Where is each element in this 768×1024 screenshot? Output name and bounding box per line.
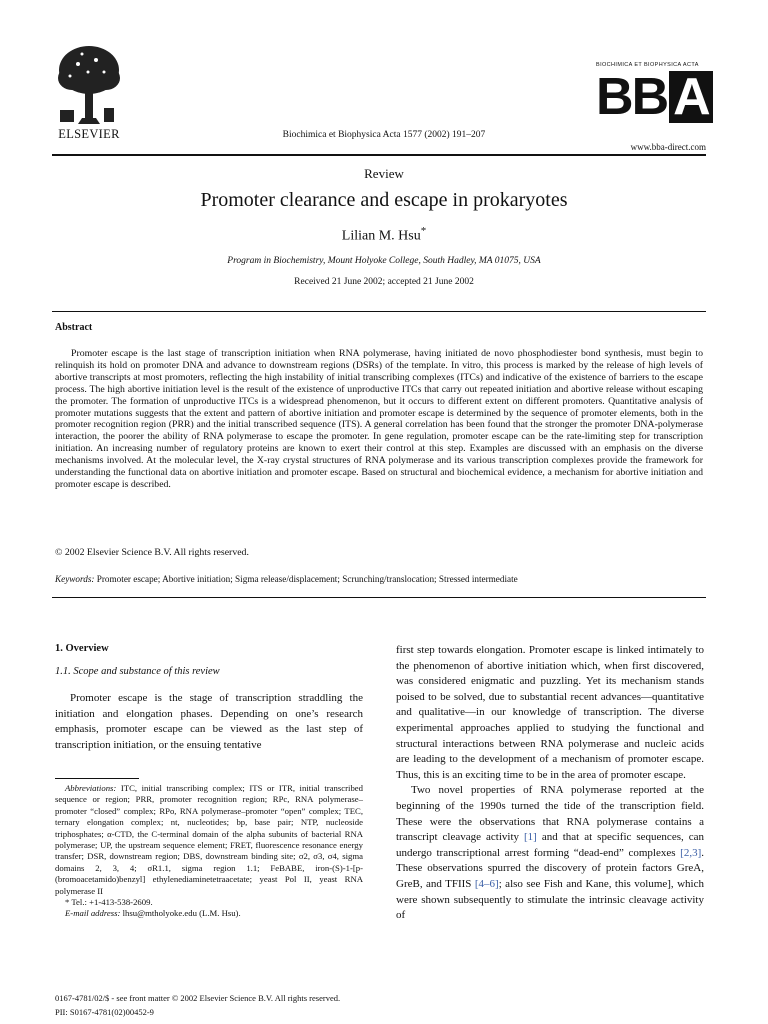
footer-pii: PII: S0167-4781(02)00452-9 [55,1007,154,1017]
body-paragraph-left: Promoter escape is the stage of transcription straddling the initiation and elongation phases. Depending on one’s research emphasis, promoter escape can be viewed as the last step of transcription initiation, or the ensuing tentative [55,692,363,751]
article-type: Review [364,166,404,181]
keywords-line [55,574,703,584]
right-column [396,643,704,924]
abbreviations-text: ITC, initial transcribing complex; ITS or ITR, initial transcribed sequence or region; PRR, promoter recognition region; RPc, RNA polymerase–promoter “closed” complex; RPo, RNA polymerase–promoter “open” complex; TEC, ternary elongation complex; nt, nucleotides; bp, base pair; NTP, nucleoside triphosphates; α-CTD, the C-terminal domain of the alpha subunits of bacterial RNA polymerase; UP, the upstream sequence element; FRET, fluorescence resonance energy transfer; DSR, downstream region; DBS, downstream binding site; σ2, σ3, σ4, sigma domains 2, 3, 4; σR1.1, sigma region 1.1; FeBABE, iron-(S)-1-[p-(bromoacetamido)benzyl] ethylenediaminetetraacetate; yeast Pol II, yeast RNA polymerase II [55,783,363,896]
journal-citation: Biochimica et Biophysica Acta 1577 (2002) 191–207 [282,130,486,140]
bba-letter-a: A [669,71,713,123]
bba-logo [596,68,709,126]
journal-url: www.bba-direct.com [630,142,706,152]
footnote-telephone: * Tel.: +1-413-538-2609. [65,897,153,908]
keywords-list: Promoter escape; Abortive initiation; Sigma release/displacement; Scrunching/translocation; Stressed intermediate [96,574,518,584]
bba-letter-b2: B [631,68,668,126]
footnotes [55,783,363,920]
abstract-heading: Abstract [55,322,93,333]
bba-letter-b1: B [596,68,632,126]
body-paragraph-right-1: first step towards elongation. Promoter escape is linked intimately to the phenomenon of abortive initiation which, when first discovered, was considered enigmatic and puzzling. Yet its mechanism stands poised to be solved, due to substantial recent advances—quantitative and qualitative—in our knowledge of transcription. The diverse experimental approaches applied to studying the functional and structural interactions between RNA polymerase and nucleic acids are leading to the development of a mechanism of promoter escape. Thus, this is an exciting time to be in the area of promoter escape. [396,644,704,781]
elsevier-tree-logo [52,40,126,128]
paragraph-text: and that at specific sequences, can undergo transcriptional arrest forming “dead-end” complexes [396,831,704,859]
footnote-rule [55,778,139,779]
affiliation: Program in Biochemistry, Mount Holyoke College, South Hadley, MA 01075, USA [227,256,541,266]
footer-issn: 0167-4781/02/$ - see front matter © 2002 Elsevier Science B.V. All rights reserved. [55,993,341,1003]
left-column [55,643,363,753]
email-label: E-mail address: [65,908,121,919]
abstract-rule [52,597,706,598]
received-dates: Received 21 June 2002; accepted 21 June 2002 [294,277,474,287]
subsection-heading: 1.1. Scope and substance of this review [55,666,220,677]
bba-journal-small-title: BIOCHIMICA ET BIOPHYSICA ACTA [596,62,699,68]
bba-logo-block [596,62,709,126]
title-rule [52,311,706,312]
footnote-abbreviations [55,783,363,897]
abstract-copyright: © 2002 Elsevier Science B.V. All rights reserved. [55,547,249,558]
publisher-name: ELSEVIER [58,127,120,141]
paragraph-text: ; also see Fish and Kane, this volume], which were shown subsequently to stimulate the intrinsic cleavage activity of [396,877,704,922]
article-title: Promoter clearance and escape in prokaryotes [200,189,568,211]
author-name: Lilian M. Hsu [341,228,421,244]
section-heading: 1. Overview [55,643,109,654]
reference-link-4-6[interactable]: [4–6] [474,877,499,890]
reference-link-2-3[interactable]: [2,3] [680,846,702,859]
abbreviations-label: Abbreviations: [65,783,117,793]
email-text[interactable]: lhsu@mtholyoke.edu (L.M. Hsu). [120,908,241,919]
footnote-email [55,908,363,919]
body-paragraph-right-2 [396,783,704,923]
reference-link-1[interactable]: [1] [524,831,537,844]
abstract-body: Promoter escape is the last stage of transcription initiation when RNA polymerase, having initiated de novo phosphodiester bond synthesis, must begin to relinquish its hold on promoter DNA and advance to downstream regions (DSRs) of the template. In vitro, this process is marked by the release of high levels of abortive transcripts at most promoters, reflecting the high instability of initial transcribing complexes (ITCs) and indicative of the existence of barriers to the escape process. The high abortive initiation level is the result of the existence of unproductive ITCs that carry out repeated initiation and abortive release without escaping the promoter. The formation of unproductive ITCs is a widespread phenomenon, but it occurs to different extent on different promoters. Quantitative analysis of promoter mutations suggests that the extent and pattern of abortive initiation and promoter escape is determined by the sequence of promoter elements, both in the promoter recognition region (PRR) and the initial transcribed sequence (ITS). A general correlation has been found that the stronger the promoter DNA-polymerase interaction, the poorer the ability of RNA polymerase to escape the promoter. In gene regulation, promoter escape can be the rate-limiting step for transcription initiation. An increasing number of regulatory proteins are known to exert their control at this step. Examples are discussed with an emphasis on the diverse mechanisms involved. At the molecular level, the X-ray crystal structures of RNA polymerase and its various transcription complexes provide the framework for understanding the functional data on abortive initiation and promoter escape. Based on structural and biochemical evidence, a mechanism for abortive initiation and promoter escape is described. [55,348,703,490]
paragraph-text: . These observations spurred the discovery of protein factors GreA, GreB, and TFIIS [396,846,704,890]
author-line [0,225,768,245]
header-rule [52,154,706,156]
paragraph-text: Two novel properties of RNA polymerase reported at the beginning of the 1990s turned the tide of the transcription field. These were the observations that RNA polymerase contains a transcript cleavage activity [396,784,704,844]
keywords-label: Keywords: [55,574,95,584]
author-footnote-mark: * [420,225,427,237]
